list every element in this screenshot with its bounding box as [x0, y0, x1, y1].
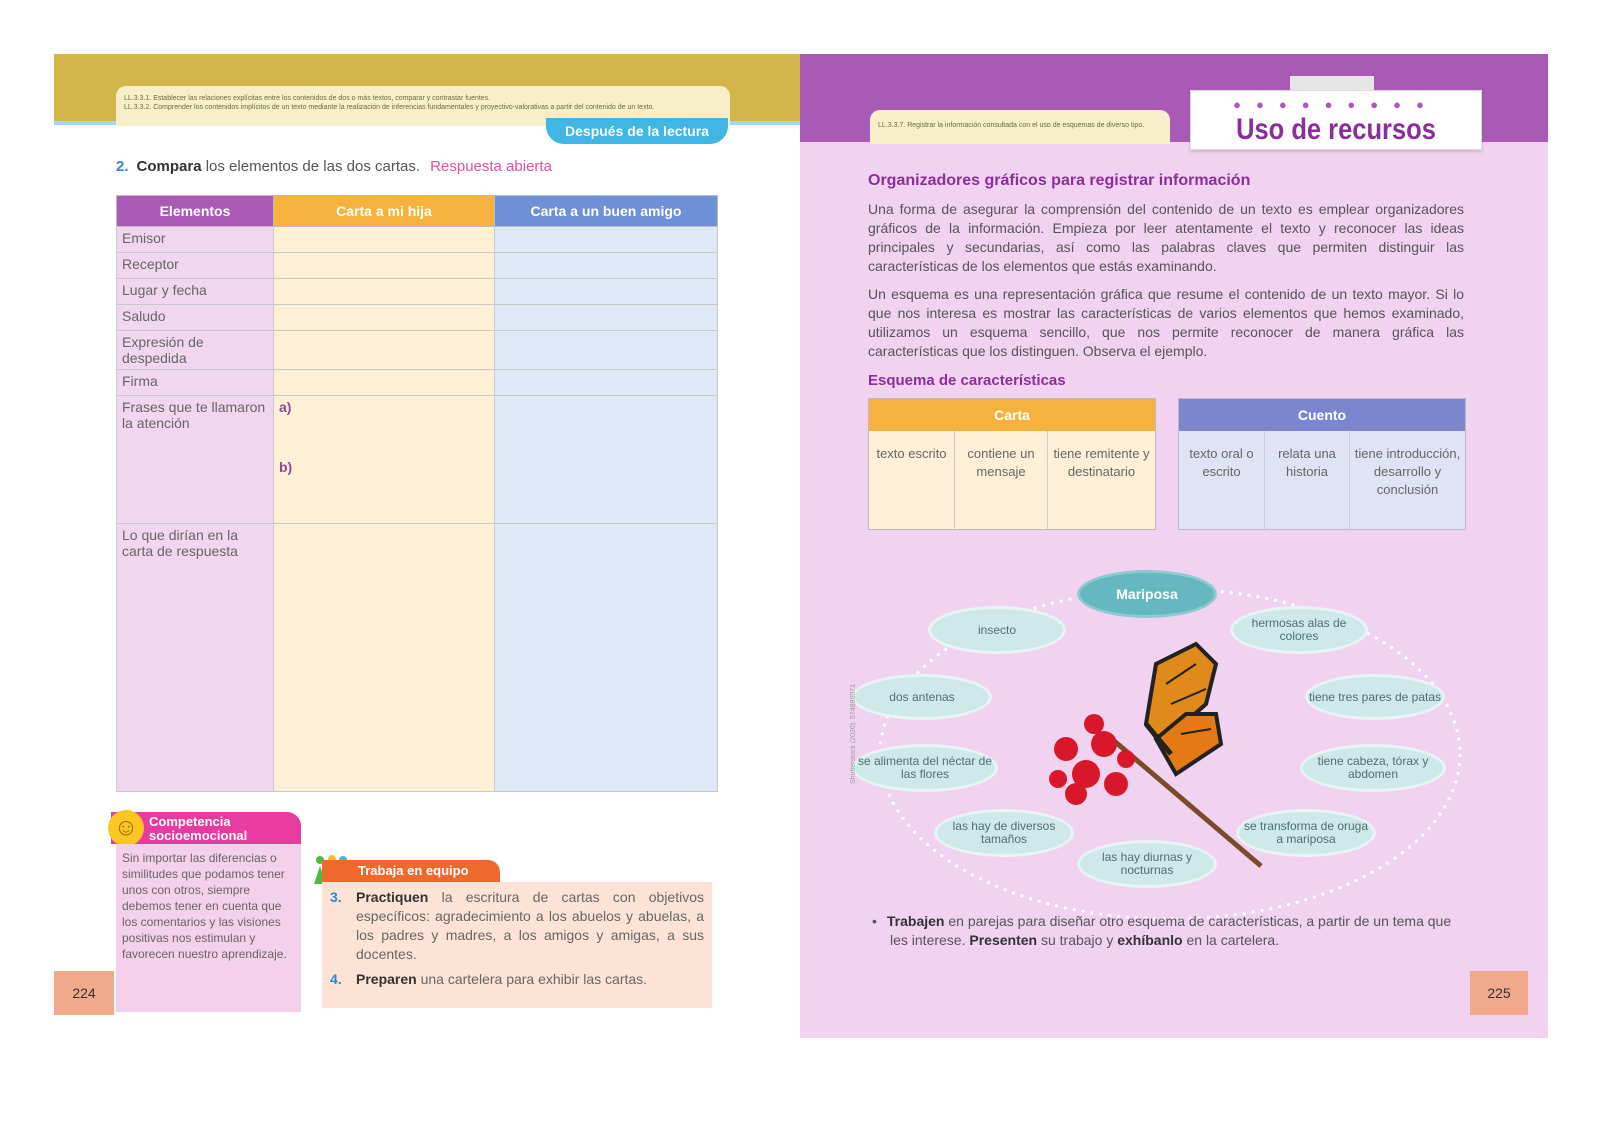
table-row — [117, 396, 718, 524]
table-row — [117, 253, 718, 279]
item-verb: Preparen — [356, 971, 417, 987]
item-verb: Practiquen — [356, 889, 429, 905]
item-text: la escritura de cartas con objetivos específicos: agradecimiento a los abuelos y abuelas, a los padres y madres, a los amigos y amigas, a sus docentes. — [356, 889, 704, 962]
schema-cell: texto oral o escrito — [1179, 431, 1265, 529]
paragraph-2: Un esquema es una representación gráfica que resume el contenido de un texto mayor. Si lo que nos interesa es mostrar las características de varios elementos que hemos examinado, utilizamos un esquema sencillo, que nos permite reconocer de manera gráfica las características que los distinguen. Observa el ejemplo. — [868, 286, 1464, 359]
diagram-connectors — [800, 54, 1548, 1038]
answer-cell[interactable] — [274, 396, 495, 524]
answer-cell[interactable] — [495, 331, 718, 370]
diagram-feature: tiene cabeza, tórax y abdomen — [1300, 744, 1446, 792]
table-row — [117, 370, 718, 396]
row-label: Emisor — [117, 227, 274, 253]
table-row — [117, 524, 718, 792]
schema-carta-title: Carta — [869, 399, 1155, 431]
page-title: Uso de recursos — [1236, 113, 1436, 146]
question-text: los elementos de las dos cartas. — [205, 158, 420, 175]
answer-cell[interactable] — [274, 253, 495, 279]
header-carta-buen-amigo: Carta a un buen amigo — [495, 196, 718, 227]
schema-cuento-title: Cuento — [1179, 399, 1465, 431]
answer-cell[interactable] — [495, 524, 718, 792]
schema-cell: tiene introducción, desarrollo y conclusión — [1354, 446, 1461, 497]
answer-cell[interactable] — [495, 305, 718, 331]
section-heading: Organizadores gráficos para registrar información — [868, 172, 1251, 189]
question-2 — [116, 158, 552, 175]
standard-1: LL.3.3.1. Establecer las relaciones explícitas entre los contenidos de dos o más textos, comparar y contrastar fuentes. — [124, 95, 491, 102]
table-row — [117, 305, 718, 331]
row-label: Saludo — [117, 305, 274, 331]
standard-2: LL.3.3.2. Comprender los contenidos implícitos de un texto mediante la realización de inferencias fundamentales y proyectivo-valorativas a partir del contenido de un texto. — [124, 104, 655, 111]
team-header: Trabaja en equipo — [322, 860, 500, 882]
team-item-4 — [330, 970, 704, 989]
competencia-title-2: socioemocional — [149, 828, 248, 843]
task-text-3: en la cartelera. — [1186, 932, 1280, 948]
diagram-feature: se alimenta del néctar de las flores — [852, 744, 998, 792]
page-number-right: 225 — [1470, 971, 1528, 1015]
answer-cell[interactable] — [274, 227, 495, 253]
answer-cell[interactable] — [495, 370, 718, 396]
learning-standard: LL.3.3.7. Registrar la información consultada con el uso de esquemas de diverso tipo. — [870, 110, 1170, 144]
question-number: 2. — [116, 158, 129, 175]
left-page — [54, 54, 800, 1038]
diagram-center: Mariposa — [1077, 570, 1217, 618]
diagram-feature: hermosas alas de colores — [1230, 606, 1368, 654]
paragraph-1: Una forma de asegurar la comprensión del contenido de un texto es emplear organizadores gráficos de la información. Empieza por leer atentamente el texto y reconocer las ideas principales y secundarias, así como las palabras claves que permiten distinguir las características de los elementos que estás examinando. — [868, 201, 1464, 274]
diagram-feature: las hay diurnas y nocturnas — [1077, 840, 1217, 888]
smiley-icon: ☺ — [108, 810, 144, 846]
answer-cell[interactable] — [495, 396, 718, 524]
question-note: Respuesta abierta — [430, 158, 552, 175]
row-label: Expresión de despedida — [117, 331, 274, 370]
answer-cell[interactable] — [274, 279, 495, 305]
table-row — [117, 331, 718, 370]
diagram-feature: dos antenas — [852, 674, 992, 720]
butterfly-flower-image — [1046, 634, 1266, 874]
task-text-2: su trabajo y — [1040, 932, 1114, 948]
right-page — [800, 54, 1548, 1038]
answer-cell[interactable] — [274, 370, 495, 396]
task-instruction — [872, 912, 1470, 950]
row-label: Lo que dirían en la carta de respuesta — [117, 524, 274, 792]
header-elementos: Elementos — [117, 196, 274, 227]
photo-credit: Shutterstock (2020). 574886071 — [850, 683, 857, 784]
answer-cell[interactable] — [274, 305, 495, 331]
row-label: Receptor — [117, 253, 274, 279]
answer-cell[interactable] — [274, 524, 495, 792]
bullet-icon: • — [872, 913, 877, 929]
header-carta-mi-hija: Carta a mi hija — [274, 196, 495, 227]
answer-cell[interactable] — [274, 331, 495, 370]
page-number-left: 224 — [54, 971, 114, 1015]
comparison-table — [116, 195, 718, 792]
row-label: Firma — [117, 370, 274, 396]
diagram-feature: tiene tres pares de patas — [1305, 674, 1445, 720]
team-item-3 — [330, 888, 704, 964]
question-verb: Compara — [136, 158, 202, 175]
diagram-feature: las hay de diversos tamaños — [934, 809, 1074, 857]
answer-cell[interactable] — [495, 279, 718, 305]
task-verb-2: Presenten — [969, 932, 1038, 948]
task-verb-3: exhíbanlo — [1117, 932, 1183, 948]
answer-cell[interactable] — [495, 227, 718, 253]
binder-dots-icon: ●●●●●●●●● — [1233, 97, 1439, 112]
team-body — [322, 882, 712, 1008]
task-verb-1: Trabajen — [886, 913, 945, 929]
schema-cell: contiene un mensaje — [955, 431, 1048, 529]
answer-cell[interactable] — [495, 253, 718, 279]
schema-cell: relata una historia — [1265, 431, 1350, 529]
table-row — [117, 227, 718, 253]
schema-cell: tiene remitente y destinatario — [1053, 446, 1150, 479]
schema-heading: Esquema de características — [868, 372, 1066, 389]
item-number: 4. — [330, 971, 342, 987]
item-number: 3. — [330, 889, 342, 905]
item-text: una cartelera para exhibir las cartas. — [420, 971, 648, 987]
row-label: Frases que te llamaron la atención — [117, 396, 274, 524]
marker-a: a) — [279, 399, 292, 415]
task-text-1: en parejas para diseñar otro esquema de características, a partir de un tema que les interese. — [890, 913, 1452, 948]
competencia-title-1: Competencia — [149, 814, 231, 829]
marker-b: b) — [279, 459, 293, 475]
schema-cell: texto escrito — [869, 431, 955, 529]
diagram-feature: se transforma de oruga a mariposa — [1236, 809, 1376, 857]
row-label: Lugar y fecha — [117, 279, 274, 305]
section-tab: Después de la lectura — [546, 118, 728, 144]
diagram-feature: insecto — [928, 606, 1066, 654]
competencia-text: Sin importar las diferencias o similitudes que podamos tener unos con otros, siempre debemos tener en cuenta que los comentarios y las visiones positivas nos estimulan y favorecen nuestro aprendizaje. — [116, 844, 301, 1012]
table-row — [117, 279, 718, 305]
